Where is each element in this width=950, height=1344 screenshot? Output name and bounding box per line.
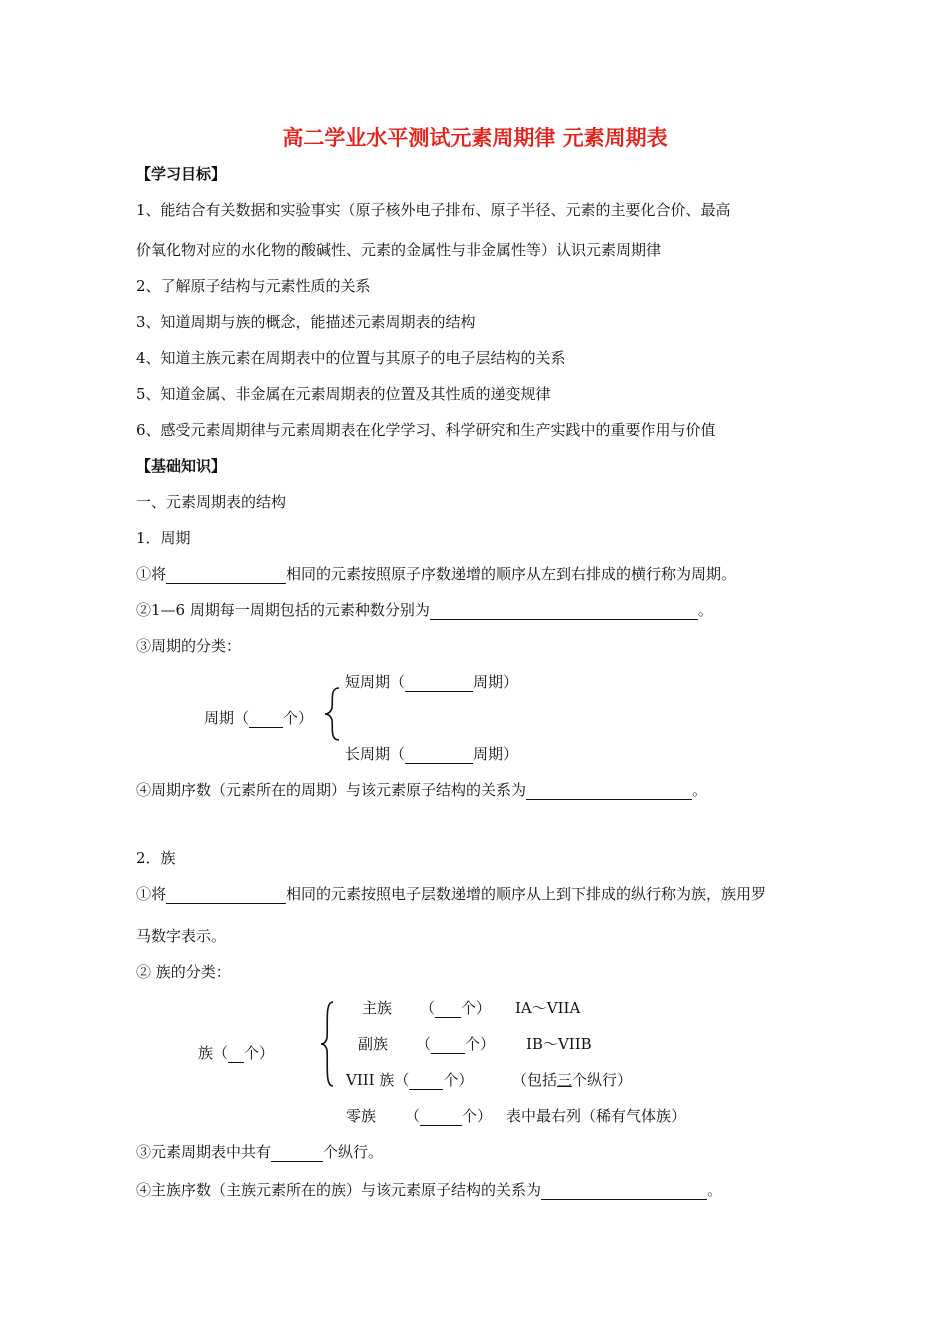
period-item-1: ①将 相同的元素按照原子序数递增的顺序从左到右排成的横行称为周期。 xyxy=(136,565,737,583)
group-item-3: ③元素周期表中共有 个纵行。 xyxy=(136,1143,384,1161)
group-item-1-line-2: 马数字表示。 xyxy=(136,927,227,945)
blank-field[interactable] xyxy=(526,783,692,800)
main-group-range: IA～VIIA xyxy=(515,999,581,1017)
period-item-2: ②1—6 周期每一周期包括的元素种数分别为 。 xyxy=(136,601,713,619)
goal-3: 3、知道周期与族的概念，能描述元素周期表的结构 xyxy=(136,313,476,331)
blank-field[interactable] xyxy=(430,603,698,620)
blank-field[interactable] xyxy=(249,711,283,728)
blank-field[interactable] xyxy=(228,1046,244,1063)
blank-field[interactable] xyxy=(166,567,286,584)
group-brace-icon xyxy=(318,1000,338,1088)
goal-4: 4、知道主族元素在周期表中的位置与其原子的电子层结构的关系 xyxy=(136,349,566,367)
blank-field[interactable] xyxy=(435,1001,461,1018)
group-item-2: ② 族的分类： xyxy=(136,963,231,981)
main-group-count: （ 个） xyxy=(420,999,492,1017)
blank-field[interactable] xyxy=(405,675,473,692)
page-title: 高二学业水平测试元素周期律 元素周期表 xyxy=(282,126,668,150)
goal-1-line-1: 1、能结合有关数据和实验事实（原子核外电子排布、原子半径、元素的主要化合价、最高 xyxy=(136,201,731,219)
part-1-title: 一、元素周期表的结构 xyxy=(136,493,287,511)
blank-field[interactable] xyxy=(409,1073,443,1090)
blank-field[interactable] xyxy=(271,1145,323,1162)
zero-group-name: 零族 xyxy=(346,1107,377,1125)
sub-group-name: 副族 xyxy=(358,1035,389,1053)
goal-6: 6、感受元素周期律与元素周期表在化学学习、科学研究和生产实践中的重要作用与价值 xyxy=(136,421,716,439)
viii-group-note: （包括三个纵行） xyxy=(512,1071,633,1089)
period-brace-icon xyxy=(322,686,344,742)
section-heading-basics: 【基础知识】 xyxy=(136,457,227,475)
goal-2: 2、了解原子结构与元素性质的关系 xyxy=(136,277,371,295)
goal-1-line-2: 价氧化物对应的水化物的酸碱性、元素的金属性与非金属性等）认识元素周期律 xyxy=(136,241,662,259)
blank-field[interactable] xyxy=(166,887,286,904)
sub-group-range: IB～VIIB xyxy=(526,1035,592,1053)
section-heading-goals: 【学习目标】 xyxy=(136,165,227,183)
blank-field[interactable] xyxy=(420,1109,462,1126)
period-item-3: ③周期的分类： xyxy=(136,637,242,655)
zero-group-note: 表中最右列（稀有气体族） xyxy=(506,1107,687,1125)
goal-5: 5、知道金属、非金属在元素周期表的位置及其性质的递变规律 xyxy=(136,385,551,403)
group-root: 族（ 个） xyxy=(198,1044,275,1062)
sub-group-count: （ 个） xyxy=(416,1035,496,1053)
period-item-4: ④周期序数（元素所在的周期）与该元素原子结构的关系为 。 xyxy=(136,781,708,799)
blank-field[interactable] xyxy=(405,747,473,764)
main-group-name: 主族 xyxy=(362,999,393,1017)
group-item-4: ④主族序数（主族元素所在的族）与该元素原子结构的关系为 。 xyxy=(136,1181,723,1199)
viii-group-row: VIII 族（ 个） xyxy=(346,1071,474,1089)
short-period-row: 短周期（ 周期） xyxy=(345,673,519,691)
blank-field[interactable] xyxy=(431,1037,465,1054)
long-period-row: 长周期（ 周期） xyxy=(345,745,519,763)
zero-group-count: （ 个） xyxy=(405,1107,493,1125)
group-heading: 2．族 xyxy=(136,849,176,867)
period-root: 周期（ 个） xyxy=(204,709,314,727)
blank-field[interactable] xyxy=(541,1183,707,1200)
group-item-1: ①将 相同的元素按照电子层数递增的顺序从上到下排成的纵行称为族，族用罗 xyxy=(136,885,767,903)
period-heading: 1．周期 xyxy=(136,529,191,547)
